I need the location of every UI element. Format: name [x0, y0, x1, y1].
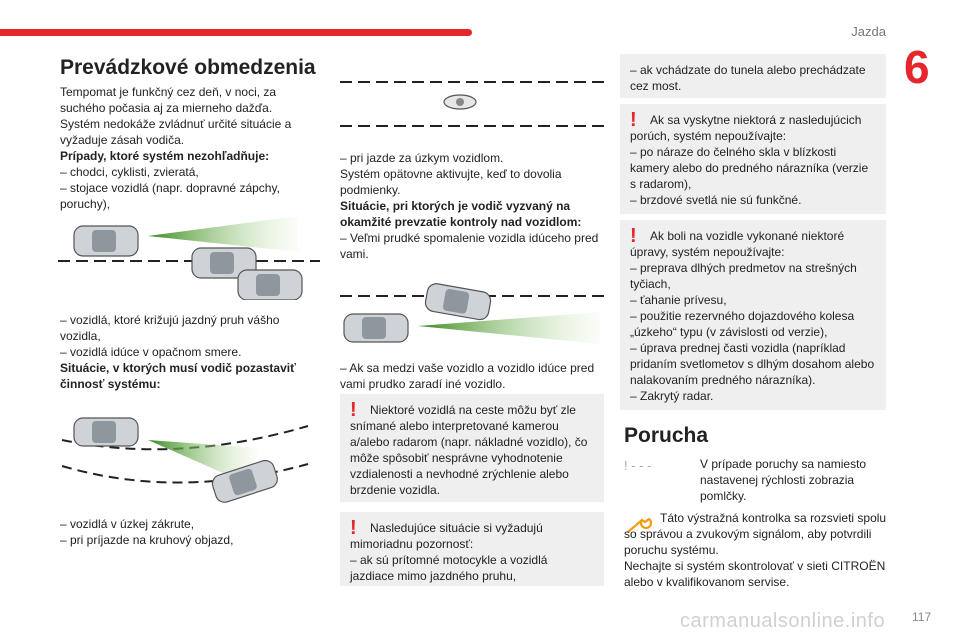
case-item: – vozidlá idúce v opačnom smere. — [60, 345, 242, 359]
header-red-bar — [0, 29, 472, 36]
page-number: 117 — [912, 610, 932, 624]
warning-box — [620, 104, 886, 214]
note-item: – pri jazde za úzkym vozidlom. — [340, 151, 504, 165]
fault-display-text: V prípade poruchy sa namiesto nastavenej rýchlosti zobrazia pomlčky. — [700, 457, 867, 503]
continued-box — [620, 54, 886, 98]
car-icon — [344, 314, 408, 342]
fault-warning-block — [624, 510, 888, 590]
col1-intro-block — [60, 84, 300, 212]
warning-text: ! Nasledujúce situácie si vyžadujú mimoriadnu pozornosť: — [350, 517, 543, 551]
case-item: – chodci, cyklisti, zvieratá, — [60, 165, 199, 179]
cases-heading: Prípady, ktoré systém nezohľadňuje: — [60, 149, 270, 163]
warning-item: – preprava dlhých predmetov na strešných tyčiach, — [630, 261, 857, 291]
action-item: – vozidlá v úzkej zákrute, — [60, 517, 195, 531]
warning-box — [340, 512, 604, 586]
warning-text: ! Niektoré vozidlá na ceste môžu byť zle snímané alebo interpretované kamerou a/alebo radarom (napr. nákladné vozidlo), čo môže spôsobiť nesprávne vyhodnotenie vzdialenosti a nevhodné zrýchlenie alebo brzdenie vozidla. — [350, 399, 588, 497]
section-header: Jazda — [851, 24, 886, 39]
takeover-item: – Veľmi prudké spomalenie vozidla idúceho pred vami. — [340, 231, 599, 261]
case-item: – vozidlá, ktoré križujú jazdný pruh vášho vozidla, — [60, 313, 280, 343]
warning-item: – brzdové svetlá nie sú funkčné. — [630, 193, 802, 207]
warning-icon: ! — [630, 109, 637, 131]
col2-mid-block — [340, 360, 602, 392]
radar-beam — [148, 218, 298, 252]
note-item: Systém opätovne aktivujte, keď to dovolia podmienky. — [340, 167, 562, 197]
warning-item: – ťahanie prívesu, — [630, 293, 727, 307]
radar-beam — [418, 312, 600, 344]
warning-text: ! Ak sa vyskytne niektorá z nasledujúcich porúch, systém nepoužívajte: — [630, 109, 862, 143]
display-dashes-icon: ! - - - — [624, 458, 652, 473]
car-icon — [74, 418, 138, 446]
takeover-heading: Situácie, pri ktorých je vodič vyzvaný na okamžité prevzatie kontroly nad vozidlom: — [340, 199, 582, 229]
watermark: carmanualsonline.info — [680, 610, 886, 632]
col1-mid-block — [60, 312, 300, 392]
col1-bottom-block — [60, 516, 300, 548]
warning-icon: ! — [350, 517, 357, 539]
illustration-curve — [58, 404, 320, 506]
warning-item: – použitie rezervného dojazdového kolesa „úzkeho“ typu (v závislosti od verzie), — [630, 309, 855, 339]
warning-item: – Zakrytý radar. — [630, 389, 714, 403]
warning-item: – po náraze do čelného skla v blízkosti kamery alebo do predného nárazníka (verzie s radarom), — [630, 145, 869, 191]
action-heading: Situácie, v ktorých musí vodič pozastaviť činnosť systému: — [60, 361, 296, 391]
warning-icon: ! — [630, 225, 637, 247]
warning-item: – úprava prednej časti vozidla (napríklad pridaním svetlometov s dlhým dosahom alebo nalakovaním predného nárazníka). — [630, 341, 875, 387]
page-title: Prevádzkové obmedzenia — [60, 56, 316, 79]
intro-text: Tempomat je funkčný cez deň, v noci, za suchého počasia aj za mierneho dažďa. Systém nedokáže zvládnuť určité situácie a vyžaduje zásah vodiča. — [60, 85, 292, 147]
illustration-stationary-vehicles — [58, 218, 320, 300]
fault-section-title: Porucha — [624, 424, 709, 447]
action-item: – pri príjazde na kruhový objazd, — [60, 533, 234, 547]
warning-item: – ak sú prítomné motocykle a vozidlá jazdiace mimo jazdného pruhu, — [350, 553, 548, 583]
fault-service-text: Nechajte si systém skontrolovať v sieti CITROËN alebo v kvalifikovanom servise. — [624, 559, 886, 589]
warning-box — [620, 220, 886, 410]
warning-box — [340, 394, 604, 502]
car-icon — [424, 282, 492, 321]
col2-top-block — [340, 150, 602, 262]
takeover-item: – Ak sa medzi vaše vozidlo a vozidlo idúce pred vami prudko zaradí iné vozidlo. — [340, 361, 595, 391]
chapter-number: 6 — [904, 41, 930, 93]
motorcycle-icon — [444, 95, 476, 109]
warning-text: ! Ak boli na vozidle vykonané niektoré úpravy, systém nepoužívajte: — [630, 225, 845, 259]
car-icon — [74, 226, 138, 256]
box-text: – ak vchádzate do tunela alebo prechádzate cez most. — [630, 63, 866, 93]
warning-icon: ! — [350, 399, 357, 421]
fault-warning-text: Táto výstražná kontrolka sa rozsvieti spolu so správou a zvukovým signálom, aby potvrdili poruchu systému. — [624, 511, 887, 557]
illustration-narrow-vehicle — [340, 78, 604, 130]
car-icon — [238, 270, 302, 300]
case-item: – stojace vozidlá (napr. dopravné zápchy, poruchy), — [60, 181, 280, 211]
illustration-cut-in — [340, 272, 604, 348]
